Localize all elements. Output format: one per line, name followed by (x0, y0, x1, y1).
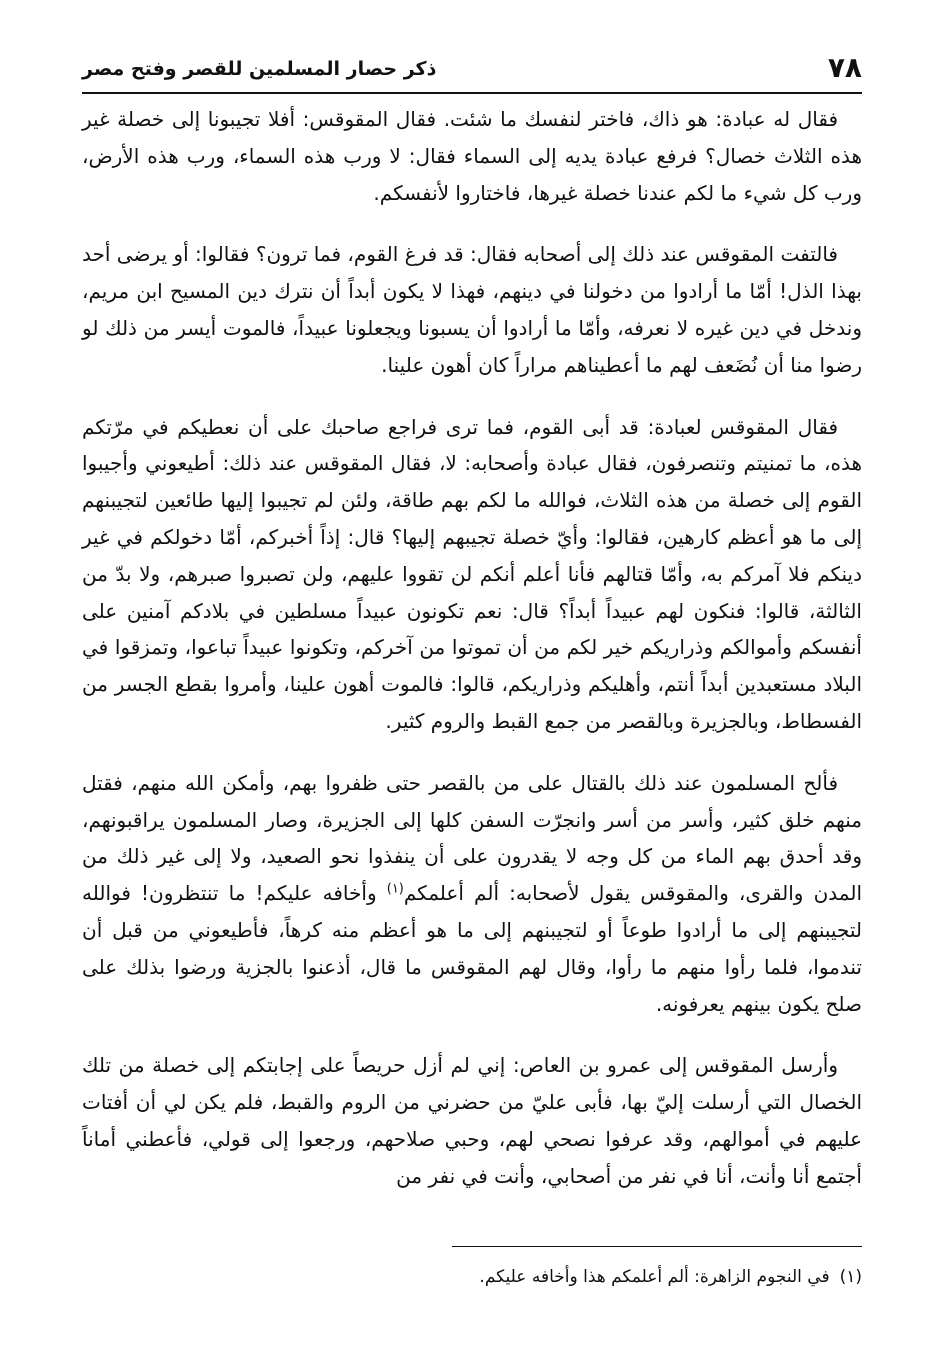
footnote-text: في النجوم الزاهرة: ألم أعلمكم هذا وأخافه عليكم. (479, 1267, 830, 1287)
paragraph-1: فقال له عبادة: هو ذاك، فاختر لنفسك ما شئت. فقال المقوقس: أفلا تجيبونا إلى خصلة غير هذه الثلاث خصال؟ فرفع عبادة يديه إلى السماء فقال: لا ورب هذه السماء، ورب هذه الأرض، ورب كل شيء ما لكم عندنا خصلة غيرها، فاختاروا لأنفسكم. (82, 107, 862, 205)
paragraph-4-before-note: فألح المسلمون عند ذلك بالقتال على من بالقصر حتى ظفروا بهم، وأمكن الله منهم، فقتل منهم خلق كثير، وأسر من أسر وانجرّت السفن كلها إلى الجزيرة، وصار المسلمون يراقبونهم، وقد أحدق بهم الماء من كل وجه لا يقدرون على أن ينفذوا نحو الصعيد، ولا إلى غير ذلك من المدن والقرى، والمقوقس يقول لأصحابه: ألم أعلمكم (82, 770, 862, 906)
footnote-reference: (١) (386, 881, 404, 897)
running-title: ذكر حصار المسلمين للقصر وفتح مصر (82, 58, 437, 80)
page-header (82, 48, 862, 94)
paragraph-5: وأرسل المقوقس إلى عمرو بن العاص: إني لم أزل حريصاً على إجابتكم إلى خصلة من تلك الخصال التي أرسلت إليّ بها، فأبى عليّ من حضرني من الروم والقبط، فلم يكن لي أن أفتات عليهم في أموالهم، وقد عرفوا نصحي لهم، وحبي صلاحهم، ورجعوا إلى قولي، فأعطني أماناً أجتمع أنا وأنت، أنا في نفر من أصحابي، وأنت في نفر من (82, 1053, 862, 1188)
paragraph-2: فالتفت المقوقس عند ذلك إلى أصحابه فقال: قد فرغ القوم، فما ترون؟ فقالوا: أو يرضى أحد بهذا الذل! أمّا ما أرادوا من دخولنا في دينهم، فهذا لا يكون أبداً أن نترك دين المسيح ابن مريم، وندخل في دين غيره لا نعرفه، وأمّا ما أرادوا أن يسبونا ويجعلونا عبيداً، فالموت أيسر من ذلك لو رضوا منا أن نُضَعف لهم ما أعطيناهم مراراً كان أهون علينا. (82, 242, 862, 377)
page-number: ٧٨ (827, 51, 862, 84)
main-text (82, 101, 862, 1220)
paragraph-4-after-note: وأخافه عليكم! ما تنتظرون! فوالله لتجيبنهم إلى ما أرادوا طوعاً أو لتجيبنهم إلى ما هو أعظم منه كرهاً، فأطيعوني من قبل أن تندموا، فلما رأوا منهم ما رأوا، وقال لهم المقوقس ما قال، أذعنوا بالجزية ورضوا بذلك على صلح يكون بينهم يعرفونه. (82, 881, 862, 1016)
footnotes (82, 1262, 862, 1292)
paragraph-4 (82, 765, 862, 1023)
paragraph-3: فقال المقوقس لعبادة: قد أبى القوم، فما ترى فراجع صاحبك على أن نعطيكم في مرّتكم هذه، ما تمنيتم وتنصرفون، فقال عبادة وأصحابه: لا، فقال المقوقس عند ذلك: أطيعوني وأجيبوا القوم إلى خصلة من هذه الثلاث، فوالله ما لكم بهم طاقة، ولئن لم تجيبوا إليها طائعين لتجيبنهم إلى ما هو أعظم كارهين، فقالوا: وأيّ خصلة تجيبهم إليها؟ قال: إذاً أخبركم، أمّا دخولكم في غير دينكم فلا آمركم به، وأمّا قتالهم فأنا أعلم أنكم لن تقووا عليهم، ولن تصبروا صبرهم، ولا بدّ من الثالثة، قالوا: فنكون لهم عبيداً أبداً؟ قال: نعم تكونون عبيداً مسلطين في بلادكم آمنين على أنفسكم وأموالكم وذراريكم خير لكم من أن تموتوا من آخركم، وتكونوا عبيداً تباعوا، وتمزقوا في البلاد مستعبدين أبداً أنتم، وأهليكم وذراريكم، قالوا: فالموت أهون علينا، وأمروا بقطع الجسر من الفسطاط، وبالجزيرة وبالقصر من جمع القبط والروم كثير. (82, 414, 862, 733)
footnote-item (82, 1262, 862, 1292)
header-rule (82, 92, 862, 94)
footnote-separator (452, 1246, 862, 1247)
footnote-number: (١) (839, 1267, 862, 1287)
